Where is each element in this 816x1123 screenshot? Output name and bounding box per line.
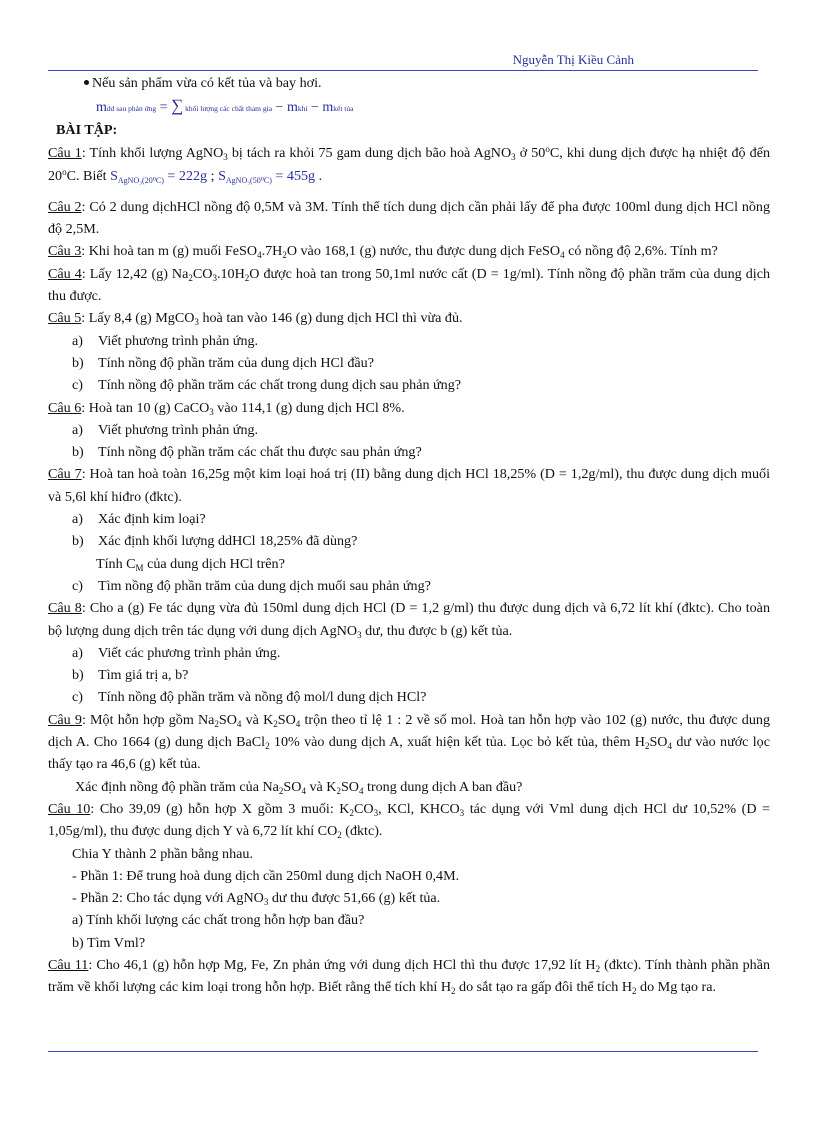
q6-text-1: : Hoà tan 10 (g) CaCO xyxy=(81,399,210,416)
formula-eq: = xyxy=(156,100,172,116)
question-label: Câu 1 xyxy=(48,145,82,162)
q1-text-4: C, khi dung dịch được hạ nhiệt độ đến 20 xyxy=(48,145,771,184)
item-text: Tính nồng độ phần trăm của dung dịch HCl đầu? xyxy=(98,354,374,371)
subscript: 3 xyxy=(373,807,379,818)
subscript: 4 xyxy=(667,741,672,752)
subscript: 3 xyxy=(511,152,516,163)
document-body xyxy=(48,72,770,999)
subscript: 2 xyxy=(282,250,287,261)
subscript: 2 xyxy=(644,741,650,752)
question-1 xyxy=(48,142,770,192)
mass-formula xyxy=(48,94,770,118)
subscript: 4 xyxy=(257,250,262,261)
question-2 xyxy=(48,196,770,241)
q1-text-1: : Tính khối lượng AgNO xyxy=(81,145,224,162)
item-text: Tính nồng độ phần trăm các chất trong dung dịch sau phản ứng? xyxy=(98,377,462,394)
header-author: Nguyễn Thị Kiều Cảnh xyxy=(512,52,634,67)
item-text: Viết phương trình phản ứng. xyxy=(98,421,259,438)
q9-text-1: : Một hỗn hợp gồm Na xyxy=(81,711,215,728)
degree-superscript: o xyxy=(62,166,67,177)
question-label: Câu 3 xyxy=(48,243,82,260)
subscript: 4 xyxy=(301,785,306,796)
q9-text-2: SO xyxy=(218,711,237,728)
question-label: Câu 11 xyxy=(48,956,89,973)
item-letter: a) xyxy=(72,421,83,438)
question-label: Câu 7 xyxy=(48,466,82,483)
list-item xyxy=(48,441,770,463)
formula-m: m xyxy=(96,100,107,116)
list-item xyxy=(48,374,770,396)
q5-text-2: hoà tan vào 146 (g) dung dịch HCl thì vừa đủ. xyxy=(198,310,463,327)
formula-sub-khi: khí xyxy=(297,104,308,114)
subscript: 3 xyxy=(459,807,465,818)
sol-s: S xyxy=(218,167,226,184)
list-item xyxy=(48,508,770,530)
bullet-icon xyxy=(84,80,89,85)
subscript: 2 xyxy=(265,741,270,752)
q9-extra-5: trong dung dịch A ban đầu? xyxy=(363,778,523,795)
item-letter: c) xyxy=(72,577,83,594)
intro-bullet-text: Nếu sản phẩm vừa có kết tủa và bay hơi. xyxy=(92,75,322,91)
item-letter: b) xyxy=(72,354,84,371)
degree-superscript: o xyxy=(545,144,550,155)
q9-extra-2: SO xyxy=(283,778,302,795)
question-3 xyxy=(48,240,770,262)
formula-sub-sum: khối lượng các chất tham gia xyxy=(183,104,273,114)
formula-minus-khi: − m xyxy=(272,100,298,116)
question-label: Câu 8 xyxy=(48,600,82,617)
item-text: Tính nồng độ phần trăm các chất thu được sau phản ứng? xyxy=(98,444,422,461)
q4-text-1: : Lấy 12,42 (g) Na xyxy=(81,265,189,282)
q1-text-3: ở 50 xyxy=(515,145,546,162)
subscript: 4 xyxy=(560,250,565,261)
item-letter: c) xyxy=(72,377,83,394)
subscript: 3 xyxy=(263,897,269,908)
solubility-50 xyxy=(218,168,315,184)
item-letter: b) xyxy=(72,533,84,550)
q7-extra-text-2: của dung dịch HCl trên? xyxy=(143,555,285,572)
subscript: 3 xyxy=(194,317,199,328)
list-item xyxy=(48,575,770,597)
formula-sub-dd: dd sau phản ứng xyxy=(106,104,157,114)
q3-text-3: O vào 168,1 (g) nước, thu được dung dịch FeSO xyxy=(286,243,561,260)
q3-text-1: : Khi hoà tan m (g) muối FeSO xyxy=(81,243,258,260)
item-text: Xác định kim loại? xyxy=(98,511,206,528)
q7-extra xyxy=(48,553,770,575)
question-10 xyxy=(48,798,770,843)
solubility-20 xyxy=(110,168,207,184)
subscript: 3 xyxy=(223,152,228,163)
question-label: Câu 5 xyxy=(48,310,82,327)
section-title: BÀI TẬP: xyxy=(56,122,118,139)
sol-value: = 455g xyxy=(271,167,316,184)
list-item xyxy=(48,642,770,664)
subscript: 2 xyxy=(451,986,456,997)
list-item xyxy=(48,330,770,352)
item-letter: b) xyxy=(72,444,84,461)
separator: ; xyxy=(207,167,219,184)
q11-text-3: do sắt tạo ra gấp đôi thể tích H xyxy=(455,979,633,996)
q9-text-3: và K xyxy=(241,711,274,728)
question-9 xyxy=(48,709,770,776)
footer-rule xyxy=(48,1051,758,1052)
formula-minus-kettua: − m xyxy=(307,100,334,116)
subscript: 2 xyxy=(278,785,284,796)
question-4 xyxy=(48,263,770,308)
item-text: Viết các phương trình phản ứng. xyxy=(98,644,281,661)
subscript: 3 xyxy=(357,629,362,640)
q10-part-1: - Phần 1: Để trung hoà dung dịch cần 250ml dung dịch NaOH 0,4M. xyxy=(72,867,460,884)
question-5 xyxy=(48,307,770,329)
subscript: 2 xyxy=(188,272,193,283)
q11-text-2: (đktc). Tính thành phần phần trăm về khối lượng các kim loại trong hỗn hợp. Biết rằng thể tích khí H xyxy=(48,956,771,996)
q8-text-1: : Cho a (g) Fe tác dụng vừa đủ 150ml dung dịch HCl (D = 1,2 g/ml) thu được dung dịch và 6,72 lít khí (đktc). Cho toàn bộ lượng dung dịch trên tác dụng với dung dịch AgNO xyxy=(48,600,770,639)
q9-extra-3: và K xyxy=(305,778,337,795)
q9-extra-4: SO xyxy=(340,778,359,795)
subscript: 2 xyxy=(273,718,278,729)
subscript: 2 xyxy=(336,785,341,796)
q10-text-1: : Cho 39,09 (g) hỗn hợp X gồm 3 muối: K xyxy=(90,800,350,817)
q10-part-2-text-2: dư thu được 51,66 (g) kết tủa. xyxy=(268,890,441,907)
formula-sub-kettua: kết tủa xyxy=(333,104,354,114)
subscript: M xyxy=(135,562,144,573)
item-letter: c) xyxy=(72,689,83,706)
q10-text-2: CO xyxy=(353,800,374,817)
q1-text-5: C. Biết xyxy=(66,167,111,184)
subscript: 2 xyxy=(337,830,342,841)
question-label: Câu 4 xyxy=(48,265,82,282)
question-7 xyxy=(48,463,770,508)
list-item xyxy=(48,664,770,686)
list-item xyxy=(48,352,770,374)
q9-extra xyxy=(48,776,770,798)
item-text: Xác định khối lượng ddHCl 18,25% đã dùng? xyxy=(98,533,358,550)
q3-text-4: có nồng độ 2,6%. Tính m? xyxy=(564,243,718,260)
question-label: Câu 6 xyxy=(48,399,82,416)
intro-bullet xyxy=(48,72,770,94)
q11-text-4: do Mg tạo ra. xyxy=(636,979,716,996)
q5-text-1: : Lấy 8,4 (g) MgCO xyxy=(81,310,195,327)
item-text: Tìm nồng độ phần trăm của dung dịch muối sau phản ứng? xyxy=(98,577,431,594)
q4-text-2: CO xyxy=(192,265,213,282)
q10-question-b: b) Tìm Vml? xyxy=(72,934,146,951)
q1-end: . xyxy=(315,167,323,184)
q10-part-2 xyxy=(48,887,770,909)
q10-part-2-text-1: - Phần 2: Cho tác dụng với AgNO xyxy=(72,890,264,907)
sol-sub: AgNO₃(50⁰C) xyxy=(225,175,272,185)
subscript: 2 xyxy=(244,272,250,283)
q2-text: : Có 2 dung dịchHCl nồng độ 0,5M và 3M. Tính thể tích dung dịch cần phải lấy để pha được 100ml dung dịch HCl nồng độ 2,5M. xyxy=(48,198,771,238)
q9-text-7: SO xyxy=(649,734,668,751)
q4-text-4: O được hoà tan trong 50,1ml nước cất (D = 1g/ml). Tính nồng độ phần trăm của dung dịch thu được. xyxy=(48,265,770,305)
item-letter: a) xyxy=(72,511,83,528)
q11-text-1: : Cho 46,1 (g) hỗn hợp Mg, Fe, Zn phản ứng với dung dịch HCl thì thu được 17,92 lít H xyxy=(88,956,596,973)
question-11 xyxy=(48,954,770,999)
q9-text-8: dư vào nước lọc thấy tạo ra 46,6 (g) kết tủa. xyxy=(48,734,770,773)
list-item xyxy=(48,530,770,552)
subscript: 4 xyxy=(295,718,301,729)
subscript: 2 xyxy=(214,718,219,729)
q9-text-5: trộn theo tỉ lệ 1 : 2 về số mol. Hoà tan hỗn hợp vào 102 (g) nước, thu được dung dịch A. Cho 1664 (g) dung dịch BaCl xyxy=(48,711,770,751)
sol-value: = 222g xyxy=(163,167,208,184)
item-letter: a) xyxy=(72,332,83,349)
q10-question-a: a) Tính khối lượng các chất trong hỗn hợp ban đầu? xyxy=(72,912,365,929)
item-text: Viết phương trình phản ứng. xyxy=(98,332,259,349)
question-8 xyxy=(48,597,770,642)
q1-text-2: bị tách ra khỏi 75 gam dung dịch bão hoà AgNO xyxy=(227,145,512,162)
sigma-icon: ∑ xyxy=(171,96,184,116)
q9-text-6: 10% vào dung dịch A, xuất hiện kết tủa. Lọc bỏ kết tủa, thêm H xyxy=(269,734,645,751)
q10-text-5: (đktc). xyxy=(341,823,383,840)
q8-text-2: dư, thu được b (g) kết tủa. xyxy=(361,622,513,639)
q9-text-4: SO xyxy=(277,711,296,728)
q10-text-3: , KCl, KHCO xyxy=(378,800,460,817)
q10-text-4: tác dụng với Vml dung dịch HCl dư 10,52% (D = 1,05g/ml), thu được dung dịch Y và 6,72 lít khí CO xyxy=(48,800,770,840)
subscript: 2 xyxy=(349,807,354,818)
q6-text-2: vào 114,1 (g) dung dịch HCl 8%. xyxy=(213,399,405,416)
subscript: 4 xyxy=(359,785,364,796)
item-letter: b) xyxy=(72,667,84,684)
sol-s: S xyxy=(110,167,118,184)
question-label: Câu 10 xyxy=(48,800,91,817)
q3-text-2: .7H xyxy=(261,243,283,260)
question-6 xyxy=(48,397,770,419)
q4-text-3: .10H xyxy=(216,265,245,282)
question-label: Câu 9 xyxy=(48,711,82,728)
subscript: 2 xyxy=(632,986,637,997)
subscript: 2 xyxy=(595,963,601,974)
item-letter: a) xyxy=(72,644,83,661)
subscript: 3 xyxy=(212,272,217,283)
q9-extra-1: Xác định nồng độ phần trăm của Na xyxy=(75,778,279,795)
list-item xyxy=(48,419,770,441)
q10-split: Chia Y thành 2 phần bằng nhau. xyxy=(72,845,253,862)
list-item xyxy=(48,686,770,708)
header-rule xyxy=(48,70,758,71)
q7-text: : Hoà tan hoà toàn 16,25g một kim loại hoá trị (II) bằng dung dịch HCl 18,25% (D = 1,2g/ml), thu được dung dịch muối và 5,6l khí hiđro (đktc). xyxy=(48,466,771,505)
sol-sub: AgNO₃(20⁰C) xyxy=(117,175,164,185)
subscript: 3 xyxy=(209,406,214,417)
q7-extra-text-1: Tính C xyxy=(96,555,136,572)
question-label: Câu 2 xyxy=(48,198,82,215)
subscript: 4 xyxy=(236,718,242,729)
item-text: Tìm giá trị a, b? xyxy=(98,667,189,684)
item-text: Tính nồng độ phần trăm và nồng độ mol/l dung dịch HCl? xyxy=(98,689,427,706)
